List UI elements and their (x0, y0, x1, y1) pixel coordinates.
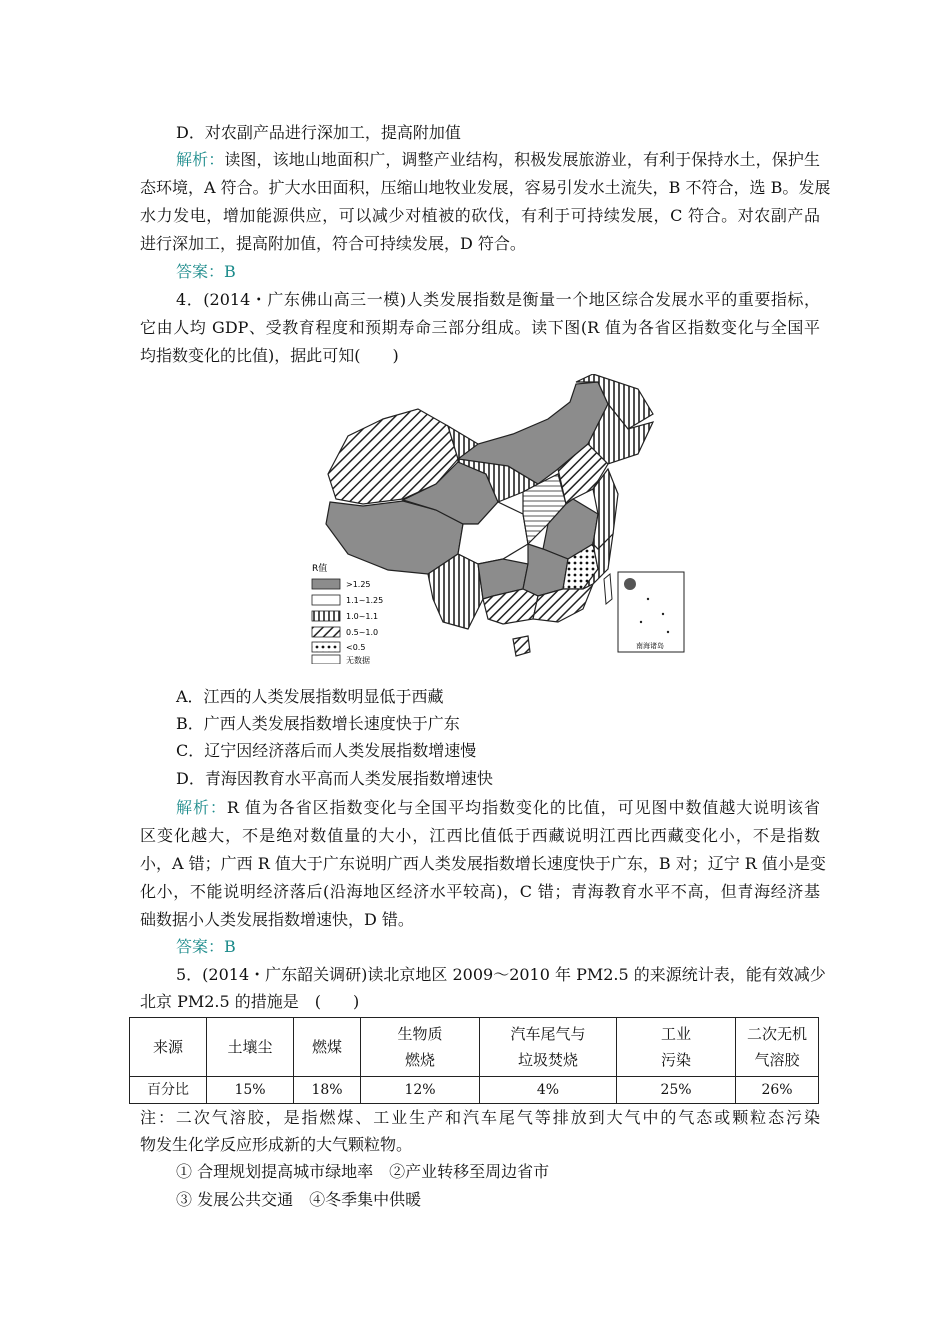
q4-analysis-line: 化小，不能说明经济落后(沿海地区经济水平较高)，C 错；青海教育水平不高，但青海经济基 (140, 882, 820, 901)
table-cell: 15% (207, 1077, 294, 1104)
legend-label: 0.5~1.0 (346, 628, 379, 637)
legend-swatch (312, 642, 340, 652)
q5-stem-line: 北京 PM2.5 的措施是 ( ) (140, 992, 360, 1011)
q3-analysis-line: 进行深加工，提高附加值，符合可持续发展，D 符合。 (140, 234, 526, 253)
legend-title: R值 (312, 564, 328, 574)
legend-swatch (312, 655, 340, 664)
legend-label: 1.0~1.1 (346, 612, 379, 621)
q4-option-a: A．江西的人类发展指数明显低于西藏 (176, 687, 444, 706)
legend-label: >1.25 (346, 580, 371, 589)
table-header-cell: 来源 (130, 1018, 207, 1077)
q4-option-b: B．广西人类发展指数增长速度快于广东 (176, 714, 460, 733)
table-cell: 百分比 (130, 1077, 207, 1104)
table-header-cell: 土壤尘 (207, 1018, 294, 1077)
table-cell: 4% (480, 1077, 617, 1104)
q5-measure-line: ① 合理规划提高城市绿地率 ②产业转移至周边省市 (176, 1162, 550, 1181)
q4-stem-line: 均指数变化的比值)，据此可知( ) (140, 346, 399, 365)
pm25-source-table (129, 1017, 819, 1104)
china-r-value-map (308, 374, 694, 664)
table-header-cell: 生物质 燃烧 (361, 1018, 480, 1077)
legend-swatch (312, 611, 340, 621)
legend-label: 无数据 (346, 656, 370, 664)
legend-swatch (312, 627, 340, 637)
table-cell: 12% (361, 1077, 480, 1104)
legend-label: <0.5 (346, 643, 366, 652)
analysis-label: 解析： (176, 150, 225, 169)
q3-analysis-line: 水力发电，增加能源供应，可以减少对植被的砍伐，有利于可持续发展，C 符合。对农副产品 (140, 206, 820, 225)
table-header-cell: 汽车尾气与 垃圾焚烧 (480, 1018, 617, 1077)
q4-analysis-line: 小，A 错；广西 R 值大于广东说明广西人类发展指数增长速度快于广东，B 对；辽宁 R 值小是变 (140, 854, 826, 873)
table-header-row (130, 1018, 819, 1077)
q4-option-c: C．辽宁因经济落后而人类发展指数增速慢 (176, 741, 477, 760)
q3-option-d: D．对农副产品进行深加工，提高附加值 (176, 123, 461, 142)
table-header-cell: 二次无机 气溶胶 (736, 1018, 819, 1077)
table-header-cell: 燃煤 (294, 1018, 361, 1077)
table-cell: 26% (736, 1077, 819, 1104)
q4-answer: 答案：B (176, 937, 236, 956)
q3-answer: 答案：B (176, 262, 236, 281)
q5-measure-line: ③ 发展公共交通 ④冬季集中供暖 (176, 1190, 422, 1209)
q5-stem-line: 5．(2014・广东韶关调研)读北京地区 2009～2010 年 PM2.5 的来源统计表，能有效减少 (176, 965, 826, 984)
region-hainan (513, 636, 530, 656)
legend-label: 1.1~1.25 (346, 596, 384, 605)
q4-analysis-line: 础数据小人类发展指数增速快，D 错。 (140, 910, 414, 929)
q4-stem-line: 4．(2014・广东佛山高三一模)人类发展指数是衡量一个地区综合发展水平的重要指标， (176, 290, 820, 309)
table-cell: 18% (294, 1077, 361, 1104)
table-row (130, 1077, 819, 1104)
q4-stem-line: 它由人均 GDP、受教育程度和预期寿命三部分组成。读下图(R 值为各省区指数变化与全国平 (140, 318, 820, 337)
q5-note-line: 注：二次气溶胶，是指燃煤、工业生产和汽车尾气等排放到大气中的气态或颗粒态污染 (140, 1108, 820, 1127)
inset-label: 南海诸岛 (636, 642, 664, 650)
q4-analysis-line: 区变化越大，不是绝对数值量的大小，江西比值低于西藏说明江西比西藏变化小，不是指数 (140, 826, 820, 845)
region-taiwan (604, 574, 612, 604)
table-cell: 25% (617, 1077, 736, 1104)
q3-analysis-line: 态环境，A 符合。扩大水田面积，压缩山地牧业发展，容易引发水土流失，B 不符合，选 B。发展 (140, 178, 831, 197)
analysis-label: 解析： (176, 798, 227, 817)
q5-note-line: 物发生化学反应形成新的大气颗粒物。 (140, 1135, 413, 1154)
q3-analysis-line: 解析：读图，该地山地面积广，调整产业结构，积极发展旅游业，有利于保持水土，保护生 (176, 150, 820, 169)
table-header-cell: 工业 污染 (617, 1018, 736, 1077)
q4-option-d: D．青海因教育水平高而人类发展指数增速快 (176, 769, 493, 788)
legend-swatch (312, 595, 340, 605)
q4-analysis-line: 解析：R 值为各省区指数变化与全国平均指数变化的比值，可见图中数值越大说明该省 (176, 798, 820, 817)
legend (312, 579, 383, 664)
legend-swatch (312, 579, 340, 589)
